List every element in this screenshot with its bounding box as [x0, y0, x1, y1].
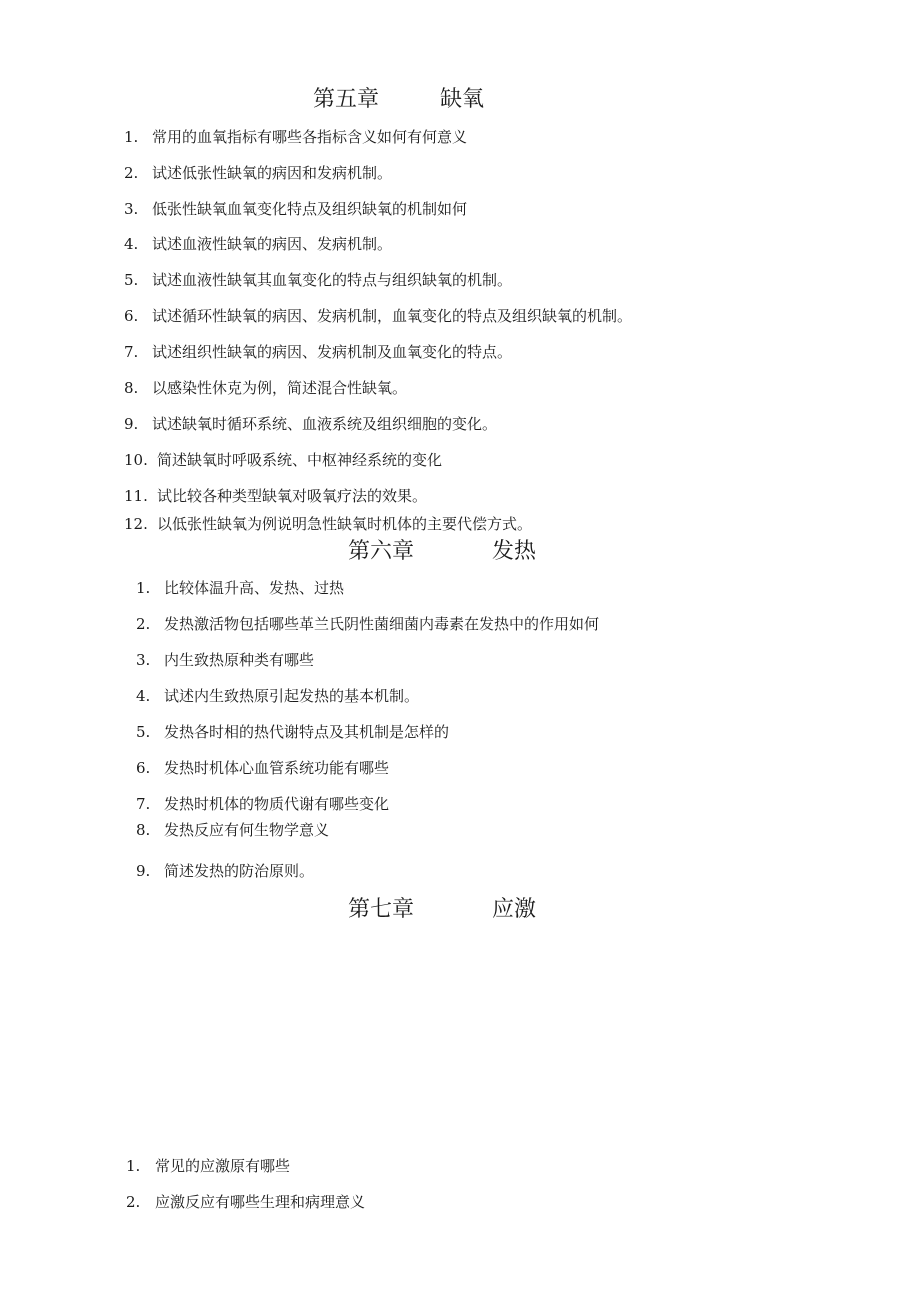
- question-text: 常用的血氧指标有哪些各指标含义如何有何意义: [152, 128, 468, 146]
- question-number: 9.: [136, 862, 151, 880]
- question-text: 试述缺氧时循环系统、血液系统及组织细胞的变化。: [152, 415, 498, 433]
- question-text: 简述发热的防治原则。: [164, 862, 315, 880]
- question-number: 3.: [136, 651, 151, 669]
- question-number: 12.: [124, 515, 148, 533]
- question-number: 2.: [124, 164, 139, 182]
- question-text: 发热各时相的热代谢特点及其机制是怎样的: [164, 723, 450, 741]
- question-text: 试述内生致热原引起发热的基本机制。: [164, 687, 420, 705]
- question-text: 试比较各种类型缺氧对吸氧疗法的效果。: [157, 487, 428, 505]
- question-number: 2.: [136, 615, 151, 633]
- question-text: 低张性缺氧血氧变化特点及组织缺氧的机制如何: [152, 200, 468, 218]
- question-text: 简述缺氧时呼吸系统、中枢神经系统的变化: [157, 451, 443, 469]
- question-text: 发热时机体的物质代谢有哪些变化: [164, 795, 390, 813]
- question-number: 9.: [124, 415, 139, 433]
- question-number: 1.: [124, 128, 139, 146]
- chapter7-title-topic: 应激: [492, 897, 537, 922]
- question-text: 试述循环性缺氧的病因、发病机制，血氧变化的特点及组织缺氧的机制。: [152, 307, 633, 325]
- question-text: 试述组织性缺氧的病因、发病机制及血氧变化的特点。: [152, 343, 513, 361]
- chapter7-title: [348, 897, 537, 923]
- question-number: 11.: [124, 487, 148, 505]
- question-number: 1.: [126, 1157, 141, 1175]
- chapter6-title-number: 第六章: [348, 539, 415, 564]
- question-text: 比较体温升高、发热、过热: [164, 579, 345, 597]
- question-number: 10.: [124, 451, 148, 469]
- chapter6-title-topic: 发热: [492, 539, 537, 564]
- question-text: 试述血液性缺氧其血氧变化的特点与组织缺氧的机制。: [152, 271, 513, 289]
- question-number: 8.: [124, 379, 139, 397]
- question-number: 8.: [136, 821, 151, 839]
- question-number: 7.: [136, 795, 151, 813]
- question-number: 6.: [124, 307, 139, 325]
- question-number: 5.: [124, 271, 139, 289]
- chapter5-title-number: 第五章: [313, 87, 380, 112]
- question-text: 常见的应激原有哪些: [155, 1157, 291, 1175]
- question-number: 5.: [136, 723, 151, 741]
- question-number: 3.: [124, 200, 139, 218]
- question-number: 6.: [136, 759, 151, 777]
- chapter7-title-number: 第七章: [348, 897, 415, 922]
- question-text: 发热激活物包括哪些革兰氏阴性菌细菌内毒素在发热中的作用如何: [164, 615, 600, 633]
- question-number: 7.: [124, 343, 139, 361]
- question-text: 试述血液性缺氧的病因、发病机制。: [152, 235, 393, 253]
- question-text: 内生致热原种类有哪些: [164, 651, 315, 669]
- question-number: 1.: [136, 579, 151, 597]
- question-text: 以感染性休克为例，简述混合性缺氧。: [152, 379, 408, 397]
- question-number: 4.: [136, 687, 151, 705]
- question-text: 试述低张性缺氧的病因和发病机制。: [152, 164, 393, 182]
- chapter5-title: [313, 87, 485, 113]
- chapter6-title: [348, 539, 537, 565]
- question-text: 发热时机体心血管系统功能有哪些: [164, 759, 390, 777]
- question-text: 以低张性缺氧为例说明急性缺氧时机体的主要代偿方式。: [157, 515, 533, 533]
- question-number: 2.: [126, 1193, 141, 1211]
- question-text: 发热反应有何生物学意义: [164, 821, 330, 839]
- question-text: 应激反应有哪些生理和病理意义: [155, 1193, 366, 1211]
- question-number: 4.: [124, 235, 139, 253]
- chapter5-title-topic: 缺氧: [440, 87, 485, 112]
